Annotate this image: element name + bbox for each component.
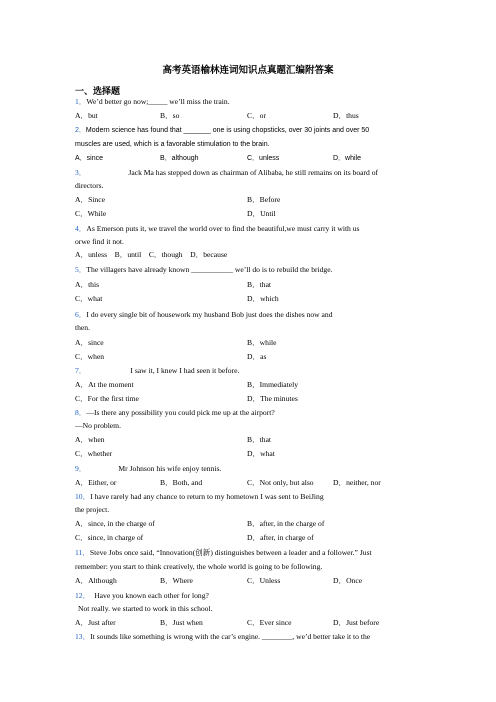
question-stem-continued: —No problem. — [75, 421, 121, 430]
option[interactable]: B．Before — [247, 195, 281, 204]
option[interactable]: C．While — [75, 209, 107, 218]
question-stem: The villagers have already known ___________ we’ll do is to rebuild the bridge. — [86, 265, 333, 274]
document-title: 高考英语榆林连词知识点真题汇编附答案 — [162, 65, 334, 76]
question-stem: Have you known each other for long? — [94, 591, 209, 600]
option[interactable]: A．Although — [75, 576, 117, 585]
option[interactable]: A．since — [75, 338, 104, 347]
question-10 — [75, 492, 324, 502]
option[interactable]: B．while — [247, 338, 277, 347]
option[interactable]: A．since, in the charge of — [75, 519, 155, 528]
option[interactable]: B．that — [247, 280, 272, 289]
section-heading: 一、选择题 — [75, 87, 121, 97]
option[interactable]: D．Once — [333, 576, 363, 585]
question-stem: As Emerson puts it, we travel the world over to find the beautiful,we must carry it with us — [86, 224, 360, 233]
question-number: 4． — [75, 224, 87, 233]
option[interactable]: A．At the moment — [75, 380, 134, 389]
option[interactable]: B．although — [160, 155, 199, 162]
question-2 — [75, 126, 369, 136]
option[interactable]: D．thus — [333, 111, 359, 120]
question-number: 11． — [75, 548, 90, 557]
option[interactable]: C．Ever since — [247, 618, 292, 627]
question-1 — [75, 97, 230, 107]
question-stem-continued: remember: you start to think creatively, the whole world is going to be following. — [75, 562, 323, 571]
option[interactable]: B．so — [160, 111, 180, 120]
question-number: 6． — [75, 310, 87, 319]
option[interactable]: C．since, in charge of — [75, 533, 144, 542]
option[interactable]: B．Both, and — [160, 478, 203, 487]
option[interactable]: B．Immediately — [247, 380, 299, 389]
question-number: 7． — [75, 366, 87, 375]
question-number: 12． — [75, 591, 91, 600]
option[interactable]: D．The minutes — [247, 394, 298, 403]
question-stem-continued: Not really. we started to work in this school. — [78, 604, 213, 613]
option[interactable]: D．Until — [247, 209, 276, 218]
question-stem: I saw it, I knew I had seen it before. — [130, 366, 240, 375]
question-stem-continued: directors. — [75, 181, 104, 190]
question-3 — [75, 168, 378, 178]
question-stem: Steve Jobs once said, “Innovation(创新) distinguishes between a leader and a follower.” Just — [89, 548, 372, 557]
option[interactable]: C．what — [75, 294, 103, 303]
option[interactable]: A．but — [75, 111, 98, 120]
options-inline[interactable]: A．unless B．until C．though D．because — [75, 250, 228, 259]
option[interactable]: D．which — [247, 294, 279, 303]
option[interactable]: D．while — [333, 155, 362, 162]
option[interactable]: D．Just before — [333, 618, 380, 627]
option[interactable]: B．Where — [160, 576, 193, 585]
question-stem: I have rarely had any chance to return to my hometown I was sent to BeiJing — [90, 492, 324, 501]
question-stem: We’d better go now;_____ we’ll miss the train. — [86, 97, 230, 106]
question-6 — [75, 310, 333, 320]
question-number: 9． — [75, 464, 87, 473]
question-stem: Jack Ma has stepped down as chairman of Alibaba, he still remains on its board of — [128, 168, 379, 177]
question-12 — [75, 591, 209, 601]
option[interactable]: B．Just when — [160, 618, 203, 627]
option[interactable]: A．this — [75, 280, 100, 289]
question-stem-continued: then. — [75, 323, 90, 332]
option[interactable]: A．Just after — [75, 618, 116, 627]
question-7 — [75, 366, 239, 376]
question-9 — [75, 464, 221, 474]
question-8 — [75, 408, 275, 418]
question-stem-continued: orwe find it not. — [75, 237, 124, 246]
option[interactable]: A．Either, or — [75, 478, 117, 487]
question-number: 10． — [75, 492, 91, 501]
question-number: 1． — [75, 97, 87, 106]
question-number: 13． — [75, 632, 91, 641]
option[interactable]: D．after, in charge of — [247, 533, 314, 542]
option[interactable]: B．after, in the charge of — [247, 519, 325, 528]
question-stem: —Is there any possibility you could pick me up at the airport? — [86, 408, 275, 417]
option[interactable]: D．as — [247, 352, 267, 361]
option[interactable]: C．or — [247, 111, 266, 120]
option[interactable]: A．when — [75, 435, 105, 444]
question-5 — [75, 265, 333, 275]
option[interactable]: D．what — [247, 449, 275, 458]
option[interactable]: C．Not only, but also — [247, 478, 314, 487]
option[interactable]: A．Since — [75, 195, 105, 204]
option[interactable]: C．whether — [75, 449, 113, 458]
question-number: 8． — [75, 408, 87, 417]
question-13 — [75, 632, 370, 642]
question-stem: Modern science has found that _______ one is using chopsticks, over 30 joints and over 50 — [85, 127, 370, 134]
question-stem: Mr Johnson his wife enjoy tennis. — [118, 464, 222, 473]
question-number: 2． — [75, 127, 86, 134]
question-stem-continued: the project. — [75, 505, 110, 514]
question-stem: I do every single bit of housework my husband Bob just does the dishes now and — [86, 310, 333, 319]
question-number: 3． — [75, 168, 87, 177]
option[interactable]: B．that — [247, 435, 272, 444]
option[interactable]: A．since — [75, 155, 104, 162]
question-11 — [75, 548, 372, 558]
question-stem: It sounds like something is wrong with the car’s engine. ________, we’d better take it to the — [90, 632, 371, 641]
question-number: 5． — [75, 265, 87, 274]
option[interactable]: D．neither, nor — [333, 478, 381, 487]
question-stem-continued: muscles are used, which is a favorable stimulation to the brain. — [75, 141, 270, 148]
option[interactable]: C．when — [75, 352, 105, 361]
option[interactable]: C．Unless — [247, 576, 281, 585]
option[interactable]: C．unless — [247, 155, 280, 162]
question-4 — [75, 224, 360, 234]
option[interactable]: C．For the first time — [75, 394, 139, 403]
